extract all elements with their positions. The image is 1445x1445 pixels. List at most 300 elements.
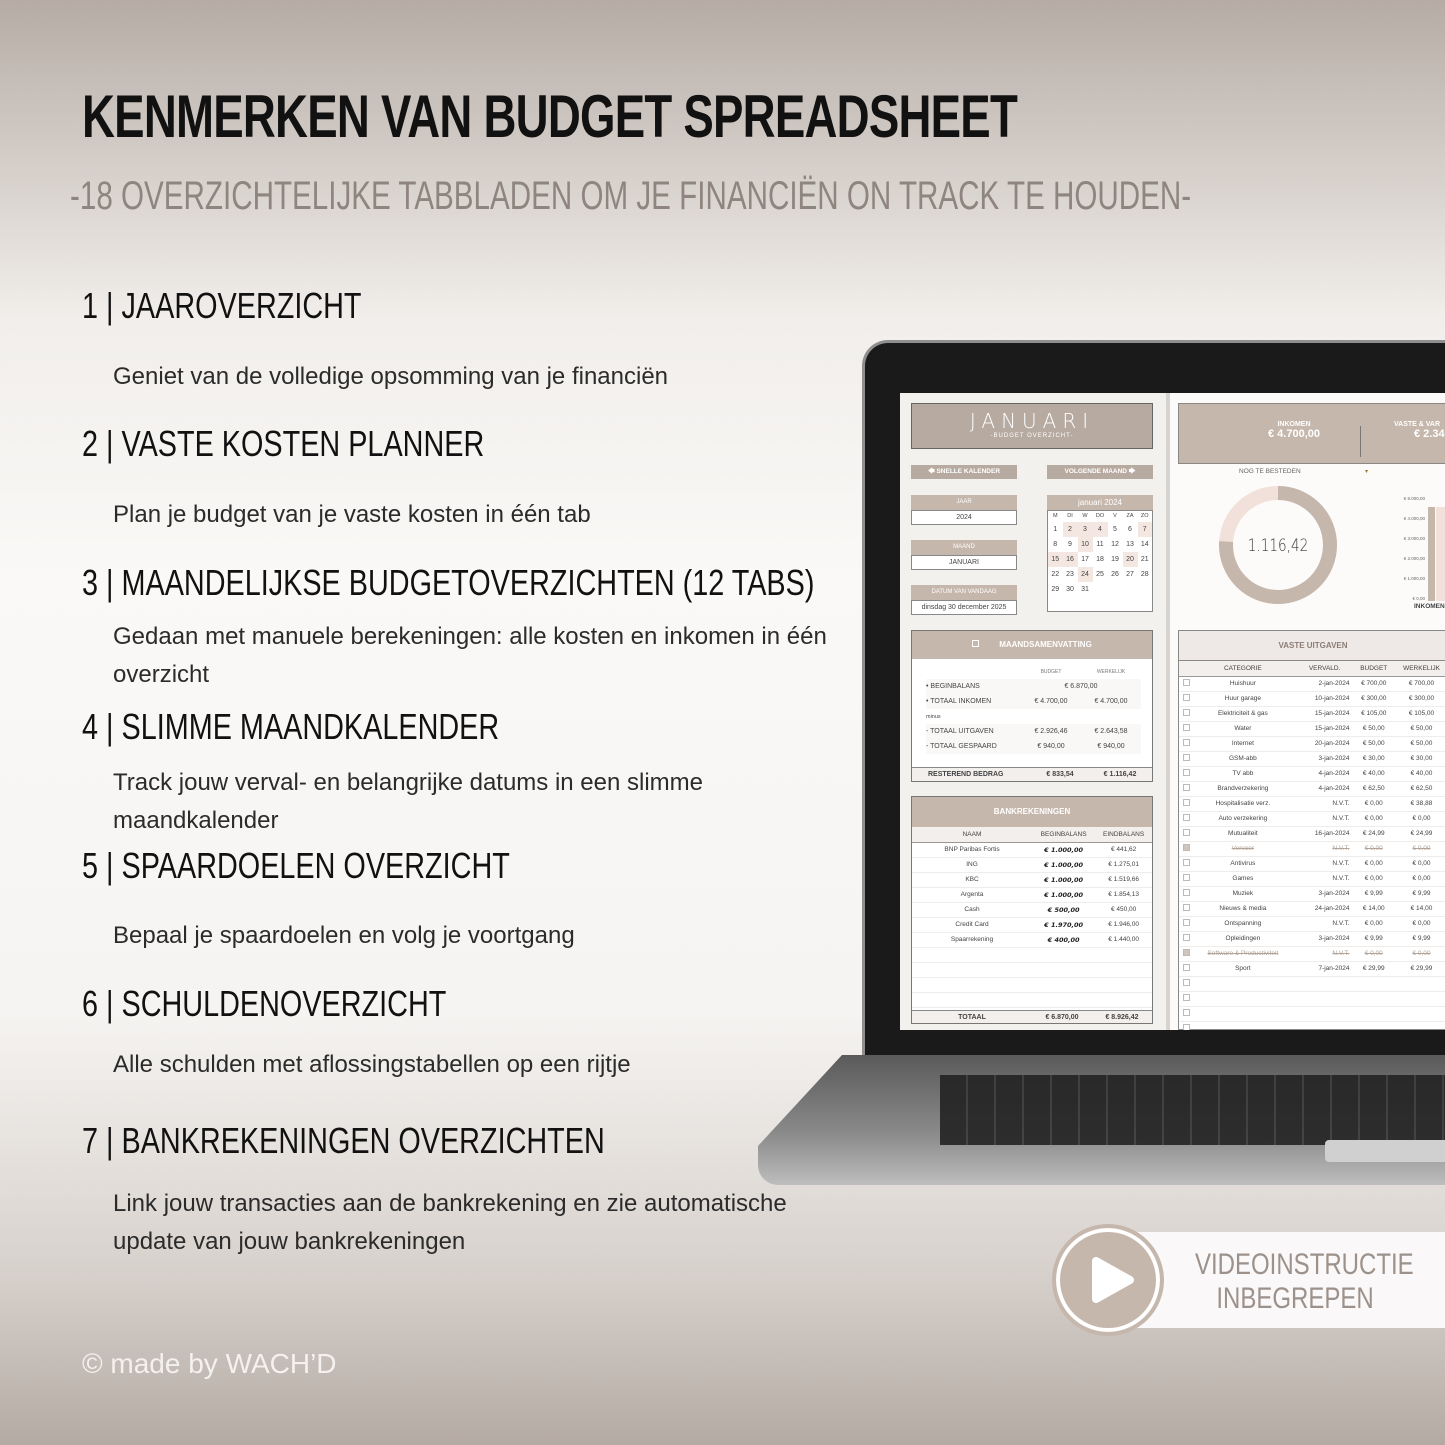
banks-total-end: € 8.926,42 bbox=[1105, 1013, 1139, 1021]
bar-axis-tick: € 0,00 bbox=[1412, 596, 1425, 601]
fixed-expenses bbox=[1178, 630, 1445, 1030]
feature-heading: 4 | SLIMME MAANDKALENDER bbox=[82, 706, 500, 747]
calendar-day[interactable]: 9 bbox=[1068, 540, 1072, 548]
row-checkbox[interactable] bbox=[1183, 754, 1190, 761]
fixed-budget: € 24,99 bbox=[1354, 826, 1394, 841]
fixed-category: Antivirus bbox=[1190, 856, 1296, 871]
bank-name: Credit Card bbox=[912, 917, 1032, 932]
weekday-header: M bbox=[1052, 513, 1058, 520]
fixed-actual: € 105,00 bbox=[1394, 706, 1445, 721]
weekday-header: V bbox=[1113, 513, 1117, 520]
bank-row bbox=[912, 977, 1152, 992]
calendar-day bbox=[1078, 597, 1093, 612]
fixed-expense-row bbox=[1179, 706, 1445, 721]
month-subtitle: -BUDGET OVERZICHT- bbox=[990, 433, 1074, 439]
fixed-category: Software & Productiviteit bbox=[1190, 946, 1296, 961]
fixed-actual: € 0,00 bbox=[1394, 871, 1445, 886]
fixed-expense-row bbox=[1179, 811, 1445, 826]
fixed-expense-row bbox=[1179, 976, 1445, 991]
bank-end bbox=[1095, 962, 1152, 977]
row-checkbox[interactable] bbox=[1183, 739, 1190, 746]
row-checkbox[interactable] bbox=[1183, 814, 1190, 821]
fixed-expense-row bbox=[1179, 916, 1445, 931]
year-value[interactable]: 2024 bbox=[911, 510, 1017, 525]
fixed-category: Muziek bbox=[1190, 886, 1296, 901]
fixed-budget: € 0,00 bbox=[1354, 856, 1394, 871]
video-badge-text bbox=[1195, 1248, 1414, 1316]
fixed-category: Nieuws & media bbox=[1190, 901, 1296, 916]
fixed-due: N.V.T. bbox=[1296, 946, 1354, 961]
summary-row bbox=[926, 724, 1141, 739]
calendar-day[interactable]: 14 bbox=[1140, 540, 1149, 548]
badge-line1: VIDEOINSTRUCTIE bbox=[1195, 1248, 1414, 1281]
fixed-expense-row bbox=[1179, 1021, 1445, 1030]
calendar-day[interactable]: 22 bbox=[1051, 570, 1060, 578]
fixed-actual: € 24,99 bbox=[1394, 826, 1445, 841]
fixed-expense-row bbox=[1179, 736, 1445, 751]
bank-end: € 1.946,00 bbox=[1095, 917, 1152, 932]
fixed-budget: € 0,00 bbox=[1354, 916, 1394, 931]
row-checkbox[interactable] bbox=[1183, 949, 1190, 956]
bank-name bbox=[912, 947, 1032, 962]
bank-name bbox=[912, 977, 1032, 992]
bank-row bbox=[912, 947, 1152, 962]
kpi-banner bbox=[1178, 403, 1445, 464]
bank-name: Argenta bbox=[912, 887, 1032, 902]
fixed-budget: € 40,00 bbox=[1354, 766, 1394, 781]
feature-heading: 2 | VASTE KOSTEN PLANNER bbox=[82, 423, 485, 464]
calendar-day[interactable]: 6 bbox=[1128, 525, 1132, 533]
calendar-day bbox=[1108, 597, 1123, 612]
footer-credit: © made by WACH’D bbox=[82, 1348, 337, 1379]
fixed-expense-row bbox=[1179, 676, 1445, 691]
page-title: KENMERKEN VAN BUDGET SPREADSHEET bbox=[82, 83, 1018, 150]
fixed-actual: € 0,00 bbox=[1394, 811, 1445, 826]
calendar-day[interactable]: 3 bbox=[1078, 522, 1093, 537]
fixed-expense-row bbox=[1179, 721, 1445, 736]
bank-name: Spaarrekening bbox=[912, 932, 1032, 947]
row-checkbox[interactable] bbox=[1183, 769, 1190, 776]
row-checkbox[interactable] bbox=[1183, 1024, 1190, 1030]
fixed-due: 10-jan-2024 bbox=[1296, 691, 1354, 706]
fixed-actual: € 0,00 bbox=[1394, 856, 1445, 871]
summary-budget: € 2.926,46 bbox=[1021, 724, 1081, 739]
calendar-day[interactable]: 19 bbox=[1111, 555, 1119, 563]
fixed-expense-row bbox=[1179, 691, 1445, 706]
fixed-due: 3-jan-2024 bbox=[1296, 886, 1354, 901]
fixed-due: 2-jan-2024 bbox=[1296, 676, 1354, 691]
fixed-expense-row bbox=[1179, 856, 1445, 871]
fixed-actual: € 0,00 bbox=[1394, 916, 1445, 931]
bank-end: € 1.854,13 bbox=[1095, 887, 1152, 902]
bank-col-header: BEGINBALANS bbox=[1032, 827, 1095, 842]
calendar-day[interactable]: 1 bbox=[1053, 525, 1058, 533]
weekday-header: DI bbox=[1067, 513, 1073, 520]
fixed-due: N.V.T. bbox=[1296, 796, 1354, 811]
fixed-expense-row bbox=[1179, 1006, 1445, 1021]
bank-col-header: EINDBALANS bbox=[1095, 827, 1152, 842]
feature-heading: 5 | SPAARDOELEN OVERZICHT bbox=[82, 845, 510, 886]
bank-begin[interactable]: € 1.000,00 bbox=[1032, 857, 1095, 872]
bank-row bbox=[912, 992, 1152, 1007]
feature-heading: 1 | JAAROVERZICHT bbox=[82, 285, 362, 326]
bank-end: € 450,00 bbox=[1095, 902, 1152, 917]
fixed-expense-row bbox=[1179, 886, 1445, 901]
fixed-actual bbox=[1394, 1021, 1445, 1030]
fixed-due bbox=[1296, 991, 1354, 1006]
income-value: € 4.700,00 bbox=[1268, 428, 1320, 440]
summary-budget: € 940,00 bbox=[1021, 739, 1081, 754]
fixed-category: GSM-abb bbox=[1190, 751, 1296, 766]
year-field[interactable] bbox=[911, 495, 1017, 525]
bank-begin[interactable] bbox=[1032, 977, 1095, 992]
calendar-day[interactable]: 24 bbox=[1078, 567, 1093, 582]
month-value[interactable]: JANUARI bbox=[911, 555, 1017, 570]
fixed-expense-row bbox=[1179, 766, 1445, 781]
fixed-actual: € 50,00 bbox=[1394, 736, 1445, 751]
fixed-category: Hospitalisatie verz. bbox=[1190, 796, 1296, 811]
fixed-category: Internet bbox=[1190, 736, 1296, 751]
row-checkbox[interactable] bbox=[1183, 709, 1190, 716]
fixed-actual: € 0,00 bbox=[1394, 841, 1445, 856]
bank-row bbox=[912, 857, 1152, 872]
fixed-category bbox=[1190, 1006, 1296, 1021]
fixed-budget: € 700,00 bbox=[1354, 676, 1394, 691]
row-checkbox[interactable] bbox=[1183, 904, 1190, 911]
play-icon bbox=[1056, 1228, 1160, 1332]
bank-begin[interactable] bbox=[1032, 992, 1095, 1007]
row-checkbox[interactable] bbox=[1183, 934, 1190, 941]
summary-row bbox=[926, 709, 1141, 724]
calendar-day[interactable]: 7 bbox=[1138, 522, 1153, 537]
today-value: dinsdag 30 december 2025 bbox=[911, 600, 1017, 615]
fixed-title: VASTE UITGAVEN bbox=[1179, 631, 1445, 661]
fixed-budget: € 29,99 bbox=[1354, 961, 1394, 976]
fixed-category: Sport bbox=[1190, 961, 1296, 976]
feature-description: Gedaan met manuele berekeningen: alle kosten en inkomen in één overzicht bbox=[113, 623, 827, 688]
calendar-day bbox=[1048, 597, 1063, 612]
calendar-day[interactable]: 12 bbox=[1111, 540, 1119, 548]
row-checkbox[interactable] bbox=[1183, 874, 1190, 881]
row-checkbox[interactable] bbox=[1183, 919, 1190, 926]
fixed-category bbox=[1190, 1021, 1296, 1030]
feature-description: Track jouw verval- en belangrijke datums in een slimme maandkalender bbox=[113, 769, 704, 834]
calendar-day[interactable]: 18 bbox=[1096, 555, 1104, 563]
calendar-day[interactable]: 16 bbox=[1063, 552, 1078, 567]
month-label: MAAND bbox=[911, 540, 1017, 555]
fixed-actual bbox=[1394, 1006, 1445, 1021]
calendar-day bbox=[1108, 582, 1123, 597]
bank-col-header: NAAM bbox=[912, 827, 1032, 842]
feature-description: Link jouw transacties aan de bankrekening en zie automatische update van jouw bankrekeningen bbox=[113, 1190, 787, 1255]
fixed-due bbox=[1296, 1021, 1354, 1030]
row-checkbox[interactable] bbox=[1183, 859, 1190, 866]
bank-row bbox=[912, 887, 1152, 902]
fixed-col-header: CATEGORIE bbox=[1190, 661, 1296, 676]
col-budget: BUDGET bbox=[1040, 669, 1062, 675]
fixed-budget bbox=[1354, 1006, 1394, 1021]
calendar-day[interactable]: 30 bbox=[1066, 585, 1074, 593]
bank-end: € 441,62 bbox=[1095, 842, 1152, 857]
remaining-actual: € 1.116,42 bbox=[1103, 771, 1137, 778]
month-field[interactable] bbox=[911, 540, 1017, 570]
fixed-budget: € 0,00 bbox=[1354, 811, 1394, 826]
donut-value: 1.116,42 bbox=[1247, 535, 1309, 556]
summary-budget bbox=[1021, 709, 1081, 724]
fixed-var-label: VASTE & VAR bbox=[1394, 421, 1441, 428]
fixed-budget: € 30,00 bbox=[1354, 751, 1394, 766]
fixed-actual: € 14,00 bbox=[1394, 901, 1445, 916]
banks-total-label: TOTAAL bbox=[958, 1013, 986, 1021]
row-checkbox[interactable] bbox=[1183, 679, 1190, 686]
summary-budget: € 4.700,00 bbox=[1021, 694, 1081, 709]
feature-heading: 7 | BANKREKENINGEN OVERZICHTEN bbox=[82, 1120, 605, 1161]
summary-row bbox=[926, 694, 1141, 709]
row-checkbox[interactable] bbox=[1183, 724, 1190, 731]
month-title: JANUARI bbox=[969, 409, 1095, 433]
calendar-day[interactable]: 17 bbox=[1081, 555, 1089, 563]
summary-actual bbox=[1081, 709, 1141, 724]
bar-axis-tick: € 5.000,00 bbox=[1403, 496, 1425, 501]
fixed-due: 24-jan-2024 bbox=[1296, 901, 1354, 916]
fixed-due: N.V.T. bbox=[1296, 916, 1354, 931]
row-checkbox[interactable] bbox=[1183, 799, 1190, 806]
fixed-col-header: BUDGET bbox=[1354, 661, 1394, 676]
col-actual: WERKELIJK bbox=[1096, 669, 1126, 675]
page-subtitle: -18 OVERZICHTELIJKE TABBLADEN OM JE FINANCIËN ON TRACK TE HOUDEN- bbox=[70, 174, 1192, 218]
fixed-budget: € 14,00 bbox=[1354, 901, 1394, 916]
fixed-category: Brandverzekering bbox=[1190, 781, 1296, 796]
play-button[interactable] bbox=[1052, 1224, 1164, 1336]
feature-description: Geniet van de volledige opsomming van je financiën bbox=[113, 363, 669, 390]
bank-begin[interactable] bbox=[1032, 947, 1095, 962]
fixed-expense-row bbox=[1179, 796, 1445, 811]
fixed-due: 4-jan-2024 bbox=[1296, 766, 1354, 781]
row-checkbox[interactable] bbox=[1183, 844, 1190, 851]
row-checkbox[interactable] bbox=[1183, 784, 1190, 791]
calendar-day bbox=[1138, 582, 1153, 597]
calendar-day[interactable]: 8 bbox=[1053, 540, 1058, 548]
fixed-budget: € 300,00 bbox=[1354, 691, 1394, 706]
bank-name: KBC bbox=[912, 872, 1032, 887]
weekday-header: ZA bbox=[1126, 513, 1134, 520]
month-summary bbox=[911, 630, 1153, 782]
bar-axis bbox=[1365, 496, 1425, 616]
fixed-budget: € 9,99 bbox=[1354, 886, 1394, 901]
remaining-budget: € 833,54 bbox=[1046, 771, 1074, 778]
calendar-day[interactable]: 4 bbox=[1093, 522, 1108, 537]
calendar-day[interactable]: 31 bbox=[1081, 585, 1089, 593]
row-checkbox[interactable] bbox=[1183, 964, 1190, 971]
calendar-day bbox=[1138, 597, 1153, 612]
calendar-day[interactable]: 21 bbox=[1140, 555, 1149, 563]
fixed-col-header: WERKELIJK bbox=[1394, 661, 1445, 676]
calendar-day[interactable]: 28 bbox=[1140, 570, 1149, 578]
fixed-due: 4-jan-2024 bbox=[1296, 781, 1354, 796]
summary-actual: € 4.700,00 bbox=[1081, 694, 1141, 709]
month-calendar bbox=[1047, 495, 1153, 612]
fixed-budget: € 0,00 bbox=[1354, 841, 1394, 856]
bank-begin[interactable]: € 1.970,00 bbox=[1032, 917, 1095, 932]
fixed-due: N.V.T. bbox=[1296, 841, 1354, 856]
bank-row bbox=[912, 932, 1152, 947]
fixed-actual: € 700,00 bbox=[1394, 676, 1445, 691]
remaining-donut-chart bbox=[1218, 485, 1338, 605]
banks-title: BANKREKENINGEN bbox=[912, 797, 1152, 827]
feature-description: Bepaal je spaardoelen en volg je voortgang bbox=[113, 922, 575, 949]
calendar-day[interactable]: 5 bbox=[1113, 525, 1117, 533]
feature-description: Alle schulden met aflossingstabellen op een rijtje bbox=[113, 1051, 631, 1078]
fixed-budget bbox=[1354, 976, 1394, 991]
bank-row bbox=[912, 962, 1152, 977]
bank-name: Cash bbox=[912, 902, 1032, 917]
summary-header bbox=[912, 631, 1152, 659]
fixed-actual: € 0,00 bbox=[1394, 946, 1445, 961]
fixed-due: 3-jan-2024 bbox=[1296, 931, 1354, 946]
fixed-due: 7-jan-2024 bbox=[1296, 961, 1354, 976]
fixed-budget: € 50,00 bbox=[1354, 736, 1394, 751]
fixed-due: 15-jan-2024 bbox=[1296, 721, 1354, 736]
feature-heading: 6 | SCHULDENOVERZICHT bbox=[82, 983, 447, 1024]
year-label: JAAR bbox=[911, 495, 1017, 510]
fixed-actual bbox=[1394, 976, 1445, 991]
calendar-day[interactable]: 13 bbox=[1126, 540, 1134, 548]
calendar-day bbox=[1123, 597, 1138, 612]
fixed-expense-row bbox=[1179, 781, 1445, 796]
fixed-expense-row bbox=[1179, 946, 1445, 961]
fixed-due: 15-jan-2024 bbox=[1296, 706, 1354, 721]
weekday-header: W bbox=[1082, 513, 1088, 520]
weekday-header: ZO bbox=[1140, 513, 1149, 520]
summary-label: minus bbox=[926, 713, 941, 720]
fixed-category bbox=[1190, 991, 1296, 1006]
fixed-category: Mutualiteit bbox=[1190, 826, 1296, 841]
row-checkbox[interactable] bbox=[1183, 694, 1190, 701]
laptop-keyboard bbox=[940, 1075, 1445, 1145]
summary-checkbox[interactable] bbox=[972, 640, 979, 647]
remaining-label: RESTEREND BEDRAG bbox=[928, 771, 1004, 778]
fixed-actual: € 9,99 bbox=[1394, 886, 1445, 901]
calendar-day[interactable]: 26 bbox=[1111, 570, 1119, 578]
calendar-day bbox=[1123, 582, 1138, 597]
summary-row bbox=[926, 739, 1141, 754]
row-checkbox[interactable] bbox=[1183, 829, 1190, 836]
fixed-col-header: VERVALD. bbox=[1296, 661, 1354, 676]
fixed-expense-row bbox=[1179, 841, 1445, 856]
calendar-day[interactable]: 2 bbox=[1063, 522, 1078, 537]
fixed-category: Games bbox=[1190, 871, 1296, 886]
bar-axis-tick: € 4.000,00 bbox=[1403, 516, 1425, 521]
summary-label: - TOTAAL UITGAVEN bbox=[926, 724, 1021, 739]
feature-heading: 3 | MAANDELIJKSE BUDGETOVERZICHTEN (12 TABS) bbox=[82, 562, 815, 603]
fixed-due: 3-jan-2024 bbox=[1296, 751, 1354, 766]
calendar-title: januari 2024 bbox=[1047, 495, 1153, 510]
summary-label: - TOTAAL GESPAARD bbox=[926, 739, 1021, 754]
feature-description: Plan je budget van je vaste kosten in één tab bbox=[113, 501, 591, 528]
bar-axis-tick: € 1.000,00 bbox=[1403, 576, 1425, 581]
today-label: DATUM VAN VANDAAG bbox=[911, 585, 1017, 600]
bank-row bbox=[912, 902, 1152, 917]
begin-value: € 6.870,00 bbox=[1021, 679, 1141, 694]
fixed-expense-row bbox=[1179, 931, 1445, 946]
fixed-category: Ontspanning bbox=[1190, 916, 1296, 931]
bank-begin[interactable]: € 1.000,00 bbox=[1032, 842, 1095, 857]
row-checkbox[interactable] bbox=[1183, 979, 1190, 986]
fixed-budget: € 0,00 bbox=[1354, 946, 1394, 961]
bank-name: ING bbox=[912, 857, 1032, 872]
fixed-expense-row bbox=[1179, 901, 1445, 916]
row-checkbox[interactable] bbox=[1183, 994, 1190, 1001]
fixed-actual: € 300,00 bbox=[1394, 691, 1445, 706]
fixed-due bbox=[1296, 976, 1354, 991]
bank-begin[interactable]: € 500,00 bbox=[1032, 902, 1095, 917]
bank-end bbox=[1095, 977, 1152, 992]
bar-axis-tick: € 2.000,00 bbox=[1403, 556, 1425, 561]
bank-accounts bbox=[911, 796, 1153, 1024]
summary-label: • TOTAAL INKOMEN bbox=[926, 694, 1021, 709]
fixed-category bbox=[1190, 976, 1296, 991]
fixed-budget: € 50,00 bbox=[1354, 721, 1394, 736]
fixed-due bbox=[1296, 1006, 1354, 1021]
expense-bar bbox=[1436, 507, 1445, 601]
bank-row bbox=[912, 917, 1152, 932]
month-banner bbox=[911, 403, 1153, 449]
bar-xlabel: INKOMEN bbox=[1414, 603, 1445, 610]
row-checkbox[interactable] bbox=[1183, 1009, 1190, 1016]
bank-begin[interactable] bbox=[1032, 962, 1095, 977]
bank-end bbox=[1095, 947, 1152, 962]
fixed-actual: € 40,00 bbox=[1394, 766, 1445, 781]
calendar-day[interactable]: 15 bbox=[1048, 552, 1063, 567]
calendar-day bbox=[1093, 582, 1108, 597]
calendar-day[interactable]: 10 bbox=[1078, 537, 1093, 552]
bar-axis-tick: € 3.000,00 bbox=[1403, 536, 1425, 541]
fixed-actual: € 62,50 bbox=[1394, 781, 1445, 796]
quick-calendar-button[interactable]: 🡄 SNELLE KALENDER bbox=[911, 465, 1017, 479]
weekday-header: DO bbox=[1095, 513, 1105, 520]
fixed-budget: € 9,99 bbox=[1354, 931, 1394, 946]
dropdown-arrow-icon[interactable]: ▾ bbox=[1365, 469, 1369, 475]
banks-total-begin: € 6.870,00 bbox=[1045, 1013, 1079, 1021]
fixed-category: Elektriciteit & gas bbox=[1190, 706, 1296, 721]
bank-begin[interactable]: € 1.000,00 bbox=[1032, 872, 1095, 887]
fixed-category: TV abb bbox=[1190, 766, 1296, 781]
calendar-day[interactable]: 11 bbox=[1096, 540, 1104, 548]
bank-end: € 1.440,00 bbox=[1095, 932, 1152, 947]
fixed-expense-row bbox=[1179, 961, 1445, 976]
fixed-category: Opleidingen bbox=[1190, 931, 1296, 946]
row-checkbox[interactable] bbox=[1183, 889, 1190, 896]
bank-end bbox=[1095, 992, 1152, 1007]
fixed-category: Huishuur bbox=[1190, 676, 1296, 691]
bank-begin[interactable]: € 400,00 bbox=[1032, 932, 1095, 947]
bank-end: € 1.519,66 bbox=[1095, 872, 1152, 887]
calendar-day[interactable]: 27 bbox=[1126, 570, 1134, 578]
calendar-day[interactable]: 23 bbox=[1066, 570, 1074, 578]
bank-name bbox=[912, 992, 1032, 1007]
bank-begin[interactable]: € 1.000,00 bbox=[1032, 887, 1095, 902]
calendar-day[interactable]: 25 bbox=[1096, 570, 1104, 578]
next-month-button[interactable]: VOLGENDE MAAND 🡆 bbox=[1047, 465, 1153, 479]
calendar-day[interactable]: 29 bbox=[1051, 585, 1060, 593]
fixed-budget: € 0,00 bbox=[1354, 796, 1394, 811]
today-field bbox=[911, 585, 1017, 615]
bank-name: BNP Paribas Fortis bbox=[912, 842, 1032, 857]
fixed-budget bbox=[1354, 1021, 1394, 1030]
calendar-day[interactable]: 20 bbox=[1123, 552, 1138, 567]
fixed-actual bbox=[1394, 991, 1445, 1006]
fixed-category: Auto verzekering bbox=[1190, 811, 1296, 826]
